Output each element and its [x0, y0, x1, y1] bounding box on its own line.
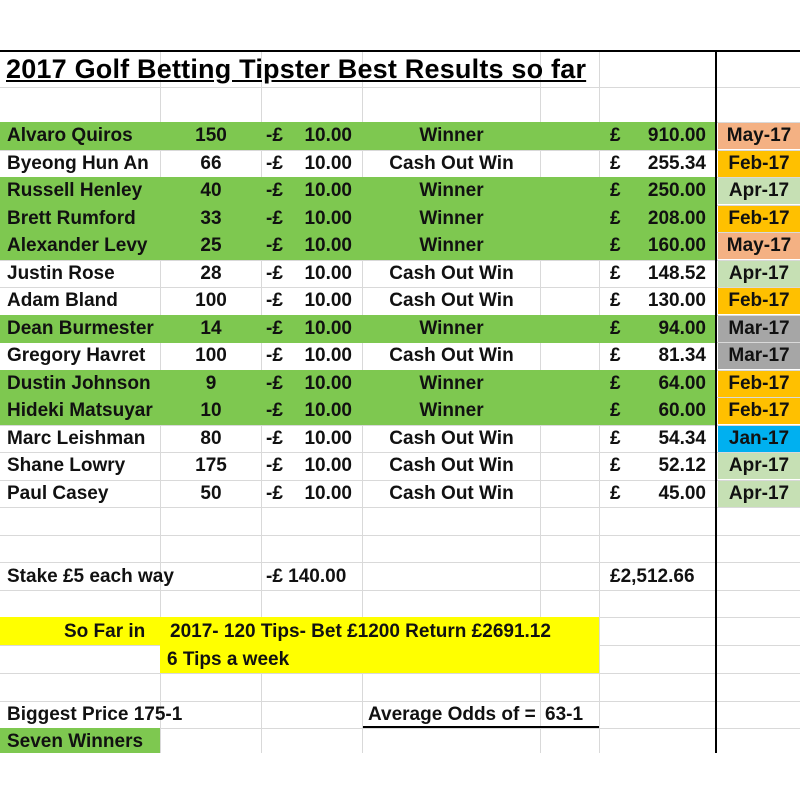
- stake-currency: -£: [266, 400, 283, 421]
- average-odds-value: 63-1: [545, 704, 584, 725]
- result: Winner: [419, 180, 484, 201]
- golfer-name: Gregory Havret: [7, 345, 146, 366]
- return-amount: 148.52: [647, 263, 706, 284]
- month-cell: Mar-17: [718, 343, 800, 369]
- month-cell: Feb-17: [718, 398, 800, 424]
- stake-currency: -£: [266, 180, 283, 201]
- stake-amount: 10.00: [304, 180, 352, 201]
- so-far-label: So Far in: [64, 621, 146, 642]
- month-cell: Apr-17: [718, 453, 800, 479]
- return-currency: £: [610, 373, 621, 394]
- month-cell: Mar-17: [718, 316, 800, 342]
- odds: 80: [200, 428, 222, 449]
- result: Cash Out Win: [389, 263, 514, 284]
- seven-winners: Seven Winners: [7, 731, 144, 752]
- return-amount: 52.12: [658, 455, 706, 476]
- stake-total: -£ 140.00: [266, 566, 347, 587]
- return-amount: 208.00: [647, 208, 706, 229]
- return-currency: £: [610, 180, 621, 201]
- return-currency: £: [610, 483, 621, 504]
- stake-currency: -£: [266, 483, 283, 504]
- stake-amount: 10.00: [304, 208, 352, 229]
- month-cell: Apr-17: [718, 178, 800, 204]
- average-odds-label: Average Odds of =: [368, 704, 536, 725]
- stake-label: Stake £5 each way: [7, 566, 174, 587]
- stake-currency: -£: [266, 455, 283, 476]
- return-amount: 45.00: [658, 483, 706, 504]
- return-currency: £: [610, 400, 621, 421]
- return-currency: £: [610, 125, 621, 146]
- return-currency: £: [610, 345, 621, 366]
- gridline: [0, 590, 800, 591]
- return-amount: 81.34: [658, 345, 706, 366]
- return-amount: 54.34: [658, 428, 706, 449]
- average-underline: [363, 726, 599, 728]
- stake-currency: -£: [266, 345, 283, 366]
- stake-currency: -£: [266, 235, 283, 256]
- gridline: [0, 673, 800, 674]
- stake-currency: -£: [266, 263, 283, 284]
- month-cell: Apr-17: [718, 261, 800, 287]
- result: Cash Out Win: [389, 290, 514, 311]
- sheet-top-border: [0, 50, 800, 52]
- golfer-name: Adam Bland: [7, 290, 118, 311]
- golfer-name: Dean Burmester: [7, 318, 154, 339]
- stake-amount: 10.00: [304, 345, 352, 366]
- stake-currency: -£: [266, 290, 283, 311]
- stake-amount: 10.00: [304, 153, 352, 174]
- biggest-price: Biggest Price 175-1: [7, 704, 183, 725]
- return-amount: 60.00: [658, 400, 706, 421]
- result: Winner: [419, 400, 484, 421]
- stake-currency: -£: [266, 428, 283, 449]
- stake-amount: 10.00: [304, 483, 352, 504]
- month-cell: Feb-17: [718, 206, 800, 232]
- result: Winner: [419, 125, 484, 146]
- stake-amount: 10.00: [304, 318, 352, 339]
- month-cell: Apr-17: [718, 481, 800, 507]
- return-currency: £: [610, 235, 621, 256]
- return-amount: 250.00: [647, 180, 706, 201]
- stake-amount: 10.00: [304, 125, 352, 146]
- golfer-name: Alexander Levy: [7, 235, 148, 256]
- return-currency: £: [610, 318, 621, 339]
- odds: 9: [205, 373, 217, 394]
- stake-currency: -£: [266, 318, 283, 339]
- return-currency: £: [610, 290, 621, 311]
- sheet-right-border: [715, 50, 717, 753]
- odds: 14: [200, 318, 222, 339]
- stake-amount: 10.00: [304, 373, 352, 394]
- month-cell: Jan-17: [718, 426, 800, 452]
- result: Cash Out Win: [389, 345, 514, 366]
- golfer-name: Marc Leishman: [7, 428, 146, 449]
- golfer-name: Dustin Johnson: [7, 373, 151, 394]
- gridline: [0, 535, 800, 536]
- odds: 25: [200, 235, 222, 256]
- golfer-name: Alvaro Quiros: [7, 125, 133, 146]
- odds: 28: [200, 263, 222, 284]
- golfer-name: Justin Rose: [7, 263, 115, 284]
- golfer-name: Brett Rumford: [7, 208, 136, 229]
- result: Winner: [419, 373, 484, 394]
- stake-amount: 10.00: [304, 263, 352, 284]
- return-amount: 64.00: [658, 373, 706, 394]
- golfer-name: Paul Casey: [7, 483, 109, 504]
- golfer-name: Byeong Hun An: [7, 153, 149, 174]
- odds: 100: [195, 290, 227, 311]
- return-amount: 255.34: [647, 153, 706, 174]
- result: Winner: [419, 208, 484, 229]
- month-cell: Feb-17: [718, 151, 800, 177]
- tips-per-week: 6 Tips a week: [167, 649, 290, 670]
- stake-currency: -£: [266, 208, 283, 229]
- stake-amount: 10.00: [304, 290, 352, 311]
- month-cell: May-17: [718, 123, 800, 149]
- return-amount: 160.00: [647, 235, 706, 256]
- month-cell: Feb-17: [718, 371, 800, 397]
- stake-currency: -£: [266, 125, 283, 146]
- odds: 40: [200, 180, 222, 201]
- stake-currency: -£: [266, 153, 283, 174]
- return-currency: £: [610, 153, 621, 174]
- so-far-summary: 2017- 120 Tips- Bet £1200 Return £2691.12: [170, 621, 551, 642]
- stake-amount: 10.00: [304, 235, 352, 256]
- stake-amount: 10.00: [304, 400, 352, 421]
- odds: 33: [200, 208, 222, 229]
- result: Cash Out Win: [389, 153, 514, 174]
- gridline: [0, 87, 800, 88]
- return-currency: £: [610, 263, 621, 284]
- month-cell: Feb-17: [718, 288, 800, 314]
- odds: 100: [195, 345, 227, 366]
- golfer-name: Russell Henley: [7, 180, 143, 201]
- return-amount: 130.00: [647, 290, 706, 311]
- odds: 50: [200, 483, 222, 504]
- odds: 66: [200, 153, 222, 174]
- odds: 150: [195, 125, 227, 146]
- result: Cash Out Win: [389, 483, 514, 504]
- stake-amount: 10.00: [304, 455, 352, 476]
- gridline: [0, 507, 800, 508]
- golfer-name: Hideki Matsuyar: [7, 400, 153, 421]
- return-amount: 910.00: [647, 125, 706, 146]
- month-cell: May-17: [718, 233, 800, 259]
- return-currency: £: [610, 455, 621, 476]
- page-title: 2017 Golf Betting Tipster Best Results so far: [6, 54, 587, 84]
- return-amount: 94.00: [658, 318, 706, 339]
- odds: 10: [200, 400, 222, 421]
- return-total: £2,512.66: [610, 566, 695, 587]
- result: Winner: [419, 318, 484, 339]
- result: Cash Out Win: [389, 455, 514, 476]
- result: Winner: [419, 235, 484, 256]
- golfer-name: Shane Lowry: [7, 455, 126, 476]
- stake-amount: 10.00: [304, 428, 352, 449]
- return-currency: £: [610, 208, 621, 229]
- stake-currency: -£: [266, 373, 283, 394]
- result: Cash Out Win: [389, 428, 514, 449]
- return-currency: £: [610, 428, 621, 449]
- odds: 175: [195, 455, 227, 476]
